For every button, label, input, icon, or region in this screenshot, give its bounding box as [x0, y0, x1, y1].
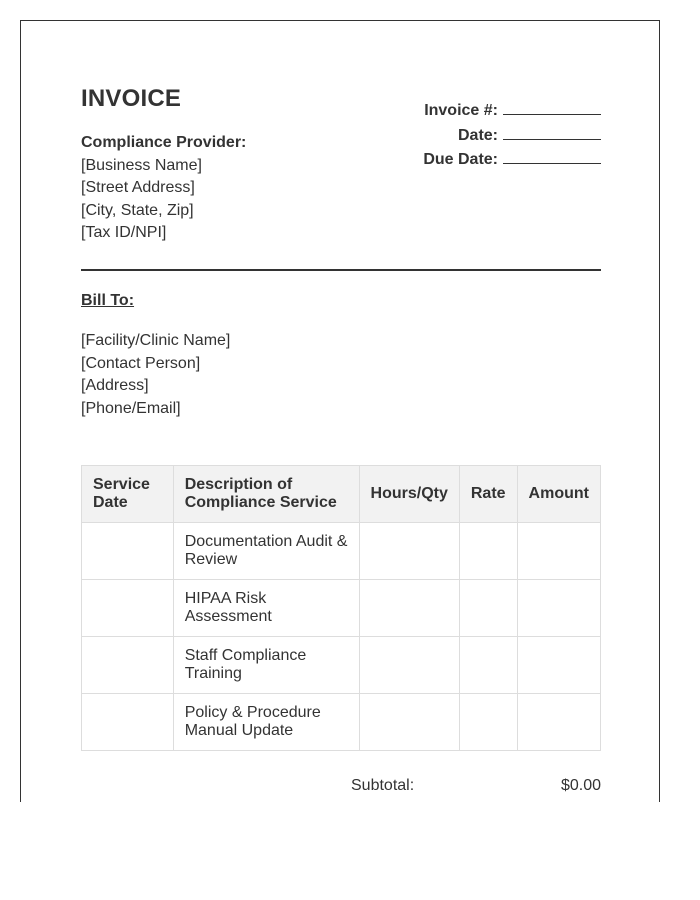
cell-rate — [459, 637, 517, 694]
invoice-date-row — [341, 123, 601, 148]
invoice-due-date-blank — [503, 147, 601, 164]
cell-description: HIPAA Risk Assessment — [173, 580, 359, 637]
bill-to-phone-email: [Phone/Email] — [81, 399, 181, 417]
provider-label: Compliance Provider: — [81, 134, 247, 151]
cell-service-date — [82, 694, 174, 751]
invoice-sheet — [20, 20, 660, 802]
header-divider — [81, 269, 601, 271]
provider-block — [81, 132, 246, 245]
cell-amount — [517, 523, 600, 580]
subtotal-label: Subtotal: — [351, 777, 415, 794]
table-row — [82, 523, 601, 580]
table-row — [82, 637, 601, 694]
cell-rate — [459, 694, 517, 751]
cell-description: Documentation Audit & Review — [173, 523, 359, 580]
bill-to-heading: Bill To: — [81, 292, 135, 309]
cell-hours-qty — [359, 694, 459, 751]
table-row — [82, 580, 601, 637]
cell-amount — [517, 694, 600, 751]
table-row — [82, 694, 601, 751]
provider-tax-id: [Tax ID/NPI] — [81, 224, 167, 241]
invoice-number-row — [341, 98, 601, 123]
cell-rate — [459, 523, 517, 580]
invoice-number-blank — [503, 98, 601, 115]
bill-to-address: [Address] — [81, 377, 149, 394]
header-hours-qty: Hours/Qty — [359, 466, 459, 523]
cell-hours-qty — [359, 637, 459, 694]
subtotal-value: $0.00 — [560, 777, 601, 794]
header-amount: Amount — [517, 466, 600, 523]
cell-description: Staff Compliance Training — [173, 637, 359, 694]
provider-business-name: [Business Name] — [81, 156, 202, 174]
bill-to-contact-person: [Contact Person] — [81, 354, 201, 372]
bill-to-block — [81, 330, 230, 420]
cell-hours-qty — [359, 523, 459, 580]
cell-service-date — [82, 637, 174, 694]
invoice-title: INVOICE — [81, 85, 182, 112]
cell-service-date — [82, 580, 174, 637]
table-header-row — [82, 466, 601, 523]
header-rate: Rate — [459, 466, 517, 523]
invoice-due-date-label: Due Date: — [423, 151, 498, 168]
cell-amount — [517, 580, 600, 637]
cell-description: Policy & Procedure Manual Update — [173, 694, 359, 751]
invoice-meta — [341, 98, 601, 172]
provider-city-state-zip: [City, State, Zip] — [81, 201, 194, 219]
header-description: Description of Compliance Service — [173, 466, 359, 523]
header-service-date: Service Date — [82, 466, 174, 523]
invoice-number-label: Invoice #: — [424, 102, 498, 119]
invoice-due-date-row — [341, 147, 601, 172]
cell-service-date — [82, 523, 174, 580]
cell-hours-qty — [359, 580, 459, 637]
services-table — [81, 465, 601, 751]
bill-to-facility-name: [Facility/Clinic Name] — [81, 332, 231, 349]
invoice-date-blank — [503, 123, 601, 140]
provider-street-address: [Street Address] — [81, 179, 195, 196]
cell-amount — [517, 637, 600, 694]
cell-rate — [459, 580, 517, 637]
invoice-date-label: Date: — [457, 126, 498, 144]
